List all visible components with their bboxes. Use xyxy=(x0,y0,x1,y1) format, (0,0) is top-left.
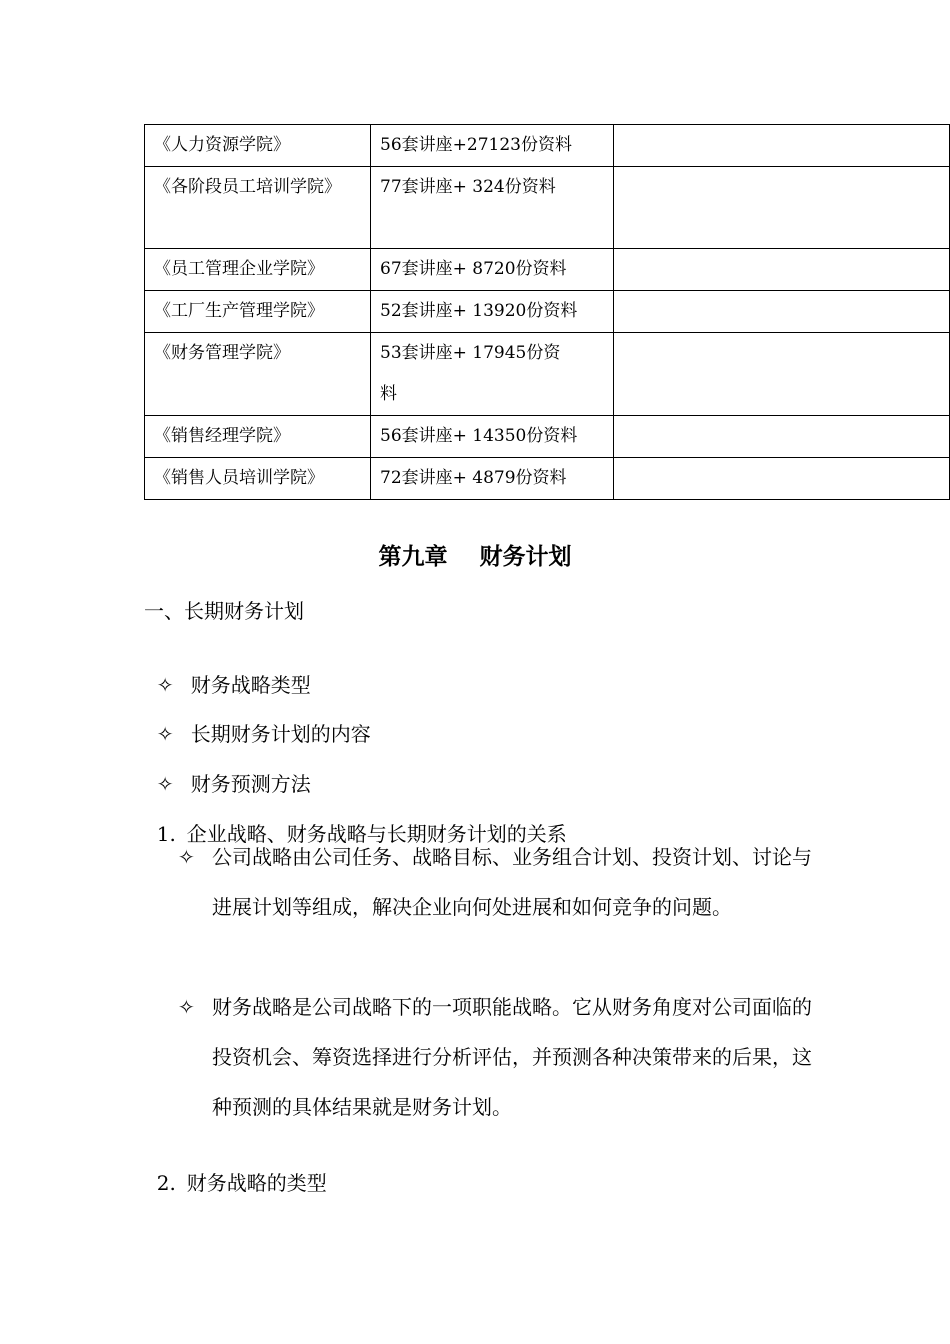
college-resources: 56套讲座+27123份资料 xyxy=(371,125,614,167)
course-catalog-table xyxy=(144,124,950,500)
empty-cell xyxy=(614,167,950,249)
empty-cell xyxy=(614,416,950,458)
table-row xyxy=(145,125,950,167)
item-number: 1. xyxy=(156,822,176,846)
diamond-bullet-icon: ✧ xyxy=(178,995,195,1019)
diamond-bullet-icon: ✧ xyxy=(156,722,174,746)
section-heading: 一、长期财务计划 xyxy=(144,599,304,623)
empty-cell xyxy=(614,333,950,416)
college-name: 《销售人员培训学院》 xyxy=(145,458,371,500)
paragraph xyxy=(178,832,827,932)
table-row xyxy=(145,458,950,500)
college-resources: 67套讲座+ 8720份资料 xyxy=(371,249,614,291)
item-heading: 财务战略的类型 xyxy=(186,1171,327,1195)
bullet-item xyxy=(144,744,311,797)
college-name: 《财务管理学院》 xyxy=(145,333,371,416)
item-number: 2. xyxy=(156,1171,176,1195)
college-name: 《人力资源学院》 xyxy=(145,125,371,167)
college-name: 《各阶段员工培训学院》 xyxy=(145,167,371,249)
numbered-heading xyxy=(144,1143,327,1196)
paragraph-text: 财务战略是公司战略下的一项职能战略。它从财务角度对公司面临的投资机会、筹资选择进行分析评估，并预测各种决策带来的后果，这种预测的具体结果就是财务计划。 xyxy=(212,995,812,1119)
bullet-item xyxy=(144,694,371,747)
college-resources: 56套讲座+ 14350份资料 xyxy=(371,416,614,458)
college-name: 《销售经理学院》 xyxy=(145,416,371,458)
paragraph xyxy=(178,982,827,1132)
table-row xyxy=(145,291,950,333)
empty-cell xyxy=(614,125,950,167)
table-row xyxy=(145,167,950,249)
college-resources: 72套讲座+ 4879份资料 xyxy=(371,458,614,500)
bullet-item xyxy=(144,645,311,698)
college-resources: 77套讲座+ 324份资料 xyxy=(371,167,614,249)
bullet-text: 长期财务计划的内容 xyxy=(190,722,371,746)
chapter-title: 第九章 财务计划 xyxy=(378,544,572,570)
college-name: 《员工管理企业学院》 xyxy=(145,249,371,291)
diamond-bullet-icon: ✧ xyxy=(178,845,195,869)
empty-cell xyxy=(614,249,950,291)
bullet-text: 财务战略类型 xyxy=(190,673,311,697)
empty-cell xyxy=(614,458,950,500)
paragraph-text: 公司战略由公司任务、战略目标、业务组合计划、投资计划、讨论与进展计划等组成，解决企业向何处进展和如何竞争的问题。 xyxy=(212,845,812,919)
item-heading: 企业战略、财务战略与长期财务计划的关系 xyxy=(186,822,567,846)
college-resources: 52套讲座+ 13920份资料 xyxy=(371,291,614,333)
table-row xyxy=(145,249,950,291)
college-resources: 53套讲座+ 17945份资料 xyxy=(371,333,614,416)
empty-cell xyxy=(614,291,950,333)
diamond-bullet-icon: ✧ xyxy=(156,673,174,697)
table-row xyxy=(145,416,950,458)
college-name: 《工厂生产管理学院》 xyxy=(145,291,371,333)
diamond-bullet-icon: ✧ xyxy=(156,772,174,796)
bullet-text: 财务预测方法 xyxy=(190,772,311,796)
table-row xyxy=(145,333,950,416)
